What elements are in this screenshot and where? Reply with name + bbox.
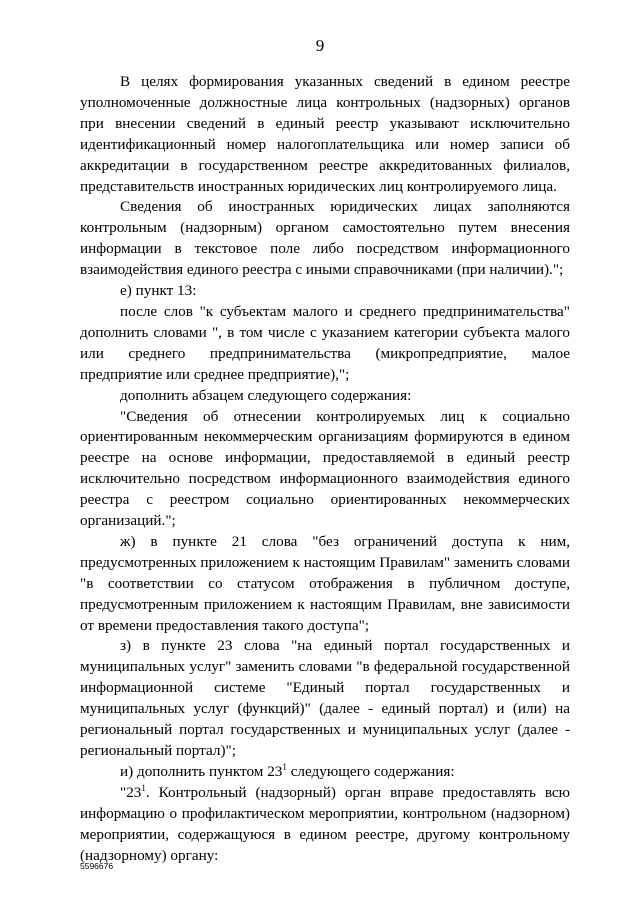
item-i-text-end: следующего содержания: (286, 762, 455, 780)
paragraph: "Сведения об отнесении контролируемых лиц к социально ориентированным некоммерческим организациям формируются в едином реестре на основе информации, предоставляемой в единый реестр исключительно посредством информационного взаимодействия единого реестра с реестром социально ориентированных некоммерческих организаций."; (80, 407, 570, 530)
document-body (80, 72, 570, 866)
paragraph: з) в пункте 23 слова "на единый портал государственных и муниципальных услуг" заменить словами "в федеральной государственной информационной системе "Единый портал государственных и муниципальных услуг (функций)" (далее - единый портал) и (или) на региональный портал государственных и муниципальных услуг (далее - региональный портал)"; (80, 637, 570, 759)
paragraph: после слов "к субъектам малого и среднего предпринимательства" дополнить словами ", в том числе с указанием категории субъекта малого или среднего предпринимательства (микропредприятие, малое предприятие или среднее предприятие),"; (80, 302, 570, 383)
document-code: 5596676 (80, 861, 114, 871)
item-23-1-text: . Контрольный (надзорный) орган вправе предоставлять всю информацию о профилактическом мероприятии, контрольном (надзорном) мероприятии, содержащуюся в едином реестре, другому контрольному (надзорному) органу: (80, 783, 570, 864)
paragraph: ж) в пункте 21 слова "без ограничений доступа к ним, предусмотренных приложением к настоящим Правилам" заменить словами "в соответствии со статусом отображения в публичном доступе, предусмотренным приложением к настоящим Правилам, вне зависимости от времени предоставления такого доступа"; (80, 532, 570, 634)
paragraph-item-i (80, 762, 570, 783)
paragraph: е) пункт 13: (120, 282, 197, 300)
paragraph: Сведения об иностранных юридических лицах заполняются контрольным (надзорным) органом самостоятельно путем внесения информации в текстовое поле либо посредством информационного взаимодействия единого реестра с иными справочниками (при наличии)."; (80, 198, 570, 279)
paragraph-item-23-1 (80, 783, 570, 867)
superscript: 1 (282, 761, 287, 772)
superscript: 1 (141, 782, 146, 793)
page-number: 9 (315, 36, 325, 55)
paragraph: В целях формирования указанных сведений в едином реестре уполномоченные должностные лица контрольных (надзорных) органов при внесении сведений в единый реестр указывают исключительно идентификационный номер налогоплательщика или номер записи об аккредитации в государственном реестре аккредитованных филиалов, представительств иностранных юридических лиц контролируемого лица. (80, 73, 570, 195)
item-i-text: и) дополнить пунктом 23 (120, 762, 283, 780)
paragraph: дополнить абзацем следующего содержания: (120, 386, 412, 404)
item-23-1-number: "23 (120, 783, 142, 801)
